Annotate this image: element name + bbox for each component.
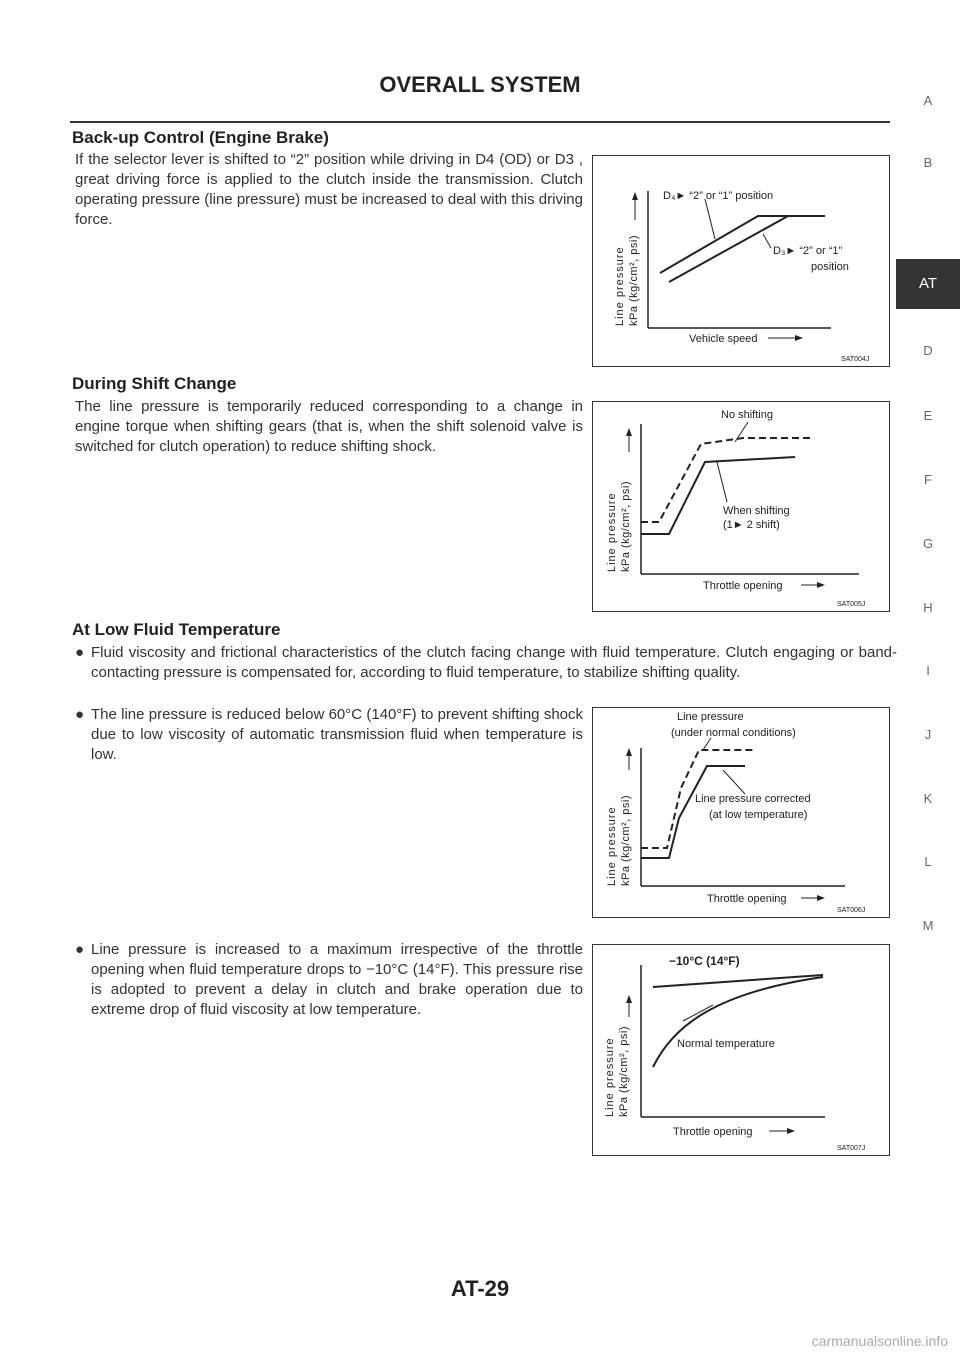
leader-d3 xyxy=(763,234,771,248)
ylabel-units: kPa (kg/cm², psi) xyxy=(620,794,632,886)
figure-sat006j xyxy=(592,707,890,918)
ylabel-units: kPa (kg/cm², psi) xyxy=(628,234,640,326)
label-when-shifting-2: (1► 2 shift) xyxy=(723,519,780,531)
bullet-item-1 xyxy=(75,643,897,683)
figure-sat005j xyxy=(592,401,890,612)
figure-code: SAT004J xyxy=(841,356,870,363)
x-arrow-head xyxy=(817,895,825,901)
leader-when-shifting xyxy=(717,462,727,502)
sidebar-item-b[interactable]: B xyxy=(923,155,933,170)
ylabel-units: kPa (kg/cm², psi) xyxy=(618,1025,630,1117)
sidebar-item-l[interactable]: L xyxy=(924,854,932,869)
page-title: OVERALL SYSTEM xyxy=(379,72,581,97)
label-when-shifting: When shifting xyxy=(723,505,790,517)
page-number: AT-29 xyxy=(450,1276,510,1301)
bullet-item-3 xyxy=(75,940,583,1020)
sidebar-item-m[interactable]: M xyxy=(922,918,934,933)
label-normal-conditions: (under normal conditions) xyxy=(671,727,796,739)
ylabel-line-pressure: Line pressure xyxy=(606,492,618,572)
label-no-shifting: No shifting xyxy=(721,409,773,421)
label-low-temperature: (at low temperature) xyxy=(709,809,808,821)
x-arrow-head xyxy=(787,1128,795,1134)
ylabel-units: kPa (kg/cm², psi) xyxy=(620,480,632,572)
leader-normal xyxy=(703,738,711,750)
xlabel-vehicle-speed: Vehicle speed xyxy=(689,333,758,345)
figure-sat004j xyxy=(592,155,890,367)
heading-low-fluid-temperature: At Low Fluid Temperature xyxy=(72,620,281,639)
para-backup-control: If the selector lever is shifted to “2” position while driving in D4 (OD) or D3 , great driving force is applied to the clutch inside the transmission. Clutch operating pressure (line pressure) must be increased to deal with this driving force. xyxy=(75,151,583,228)
y-arrow-head xyxy=(626,995,632,1003)
ylabel-line-pressure: Line pressure xyxy=(604,1037,616,1117)
leader-corrected xyxy=(723,770,745,794)
ylabel-line-pressure: Line pressure xyxy=(614,246,626,326)
line-normal-temperature xyxy=(653,977,823,1067)
x-arrow-head xyxy=(817,582,825,588)
xlabel-throttle-opening: Throttle opening xyxy=(707,893,787,905)
figure-code: SAT005J xyxy=(837,601,866,608)
heading-backup-control: Back-up Control (Engine Brake) xyxy=(72,128,329,147)
y-arrow-head xyxy=(626,748,632,756)
xlabel-throttle-opening: Throttle opening xyxy=(703,580,783,592)
xlabel-throttle-opening: Throttle opening xyxy=(673,1126,753,1138)
label-d3-position-2: position xyxy=(811,261,849,273)
sidebar-item-at-active[interactable]: AT xyxy=(896,259,960,309)
label-d3-position: D₃► “2” or “1” xyxy=(773,245,843,257)
para-during-shift-change: The line pressure is temporarily reduced corresponding to a change in engine torque when shifting gears (that is, when the shift solenoid valve is switched for clutch operation) to reduce shifting shock. xyxy=(75,398,583,455)
bullet-marker: ● xyxy=(75,941,85,958)
sidebar-item-f[interactable]: F xyxy=(924,472,932,487)
label-minus-10c: −10°C (14°F) xyxy=(669,954,740,968)
line-d3 xyxy=(669,216,788,282)
sidebar-index xyxy=(896,0,960,1358)
figure-sat007j xyxy=(592,944,890,1156)
sidebar-item-g[interactable]: G xyxy=(922,536,934,551)
leader-d4 xyxy=(705,199,715,239)
header-rule xyxy=(70,121,890,123)
y-arrow-head xyxy=(632,192,638,200)
heading-during-shift-change: During Shift Change xyxy=(72,374,237,393)
label-normal-temperature: Normal temperature xyxy=(677,1038,775,1050)
label-pressure-corrected: Line pressure corrected xyxy=(695,793,811,805)
sidebar-item-j[interactable]: J xyxy=(924,727,932,742)
bullet-marker: ● xyxy=(75,706,85,723)
watermark: carmanualsonline.info xyxy=(811,1333,948,1349)
bullet-text: The line pressure is reduced below 60°C (140°F) to prevent shifting shock due to low viscosity of automatic transmission fluid when temperature is low. xyxy=(91,706,583,763)
label-line-pressure: Line pressure xyxy=(677,711,744,723)
sidebar-item-i[interactable]: I xyxy=(926,663,930,678)
sidebar-item-h[interactable]: H xyxy=(923,600,933,615)
y-arrow-head xyxy=(626,428,632,436)
bullet-text: Fluid viscosity and frictional characteristics of the clutch facing change with fluid temperature. Clutch engaging or band-contacting pressure is compensated for, according to fluid temperature, to stabilize shifting quality. xyxy=(91,644,897,681)
bullet-item-2 xyxy=(75,705,583,765)
sidebar-item-e[interactable]: E xyxy=(923,408,933,423)
bullet-marker: ● xyxy=(75,644,85,661)
leader-normal-temp xyxy=(683,1005,713,1021)
figure-code: SAT007J xyxy=(837,1145,866,1152)
label-d4-position: D₄► “2” or “1” position xyxy=(663,190,774,202)
sidebar-item-a[interactable]: A xyxy=(923,93,933,108)
figure-code: SAT006J xyxy=(837,907,866,914)
sidebar-item-d[interactable]: D xyxy=(923,343,933,358)
ylabel-line-pressure: Line pressure xyxy=(606,806,618,886)
x-arrow-head xyxy=(795,335,803,341)
bullet-text: Line pressure is increased to a maximum irrespective of the throttle opening when fluid temperature drops to −10°C (14°F). This pressure rise is adopted to prevent a delay in clutch and brake operation due to extreme drop of fluid viscosity at low temperature. xyxy=(91,941,583,1018)
sidebar-item-k[interactable]: K xyxy=(923,791,933,806)
